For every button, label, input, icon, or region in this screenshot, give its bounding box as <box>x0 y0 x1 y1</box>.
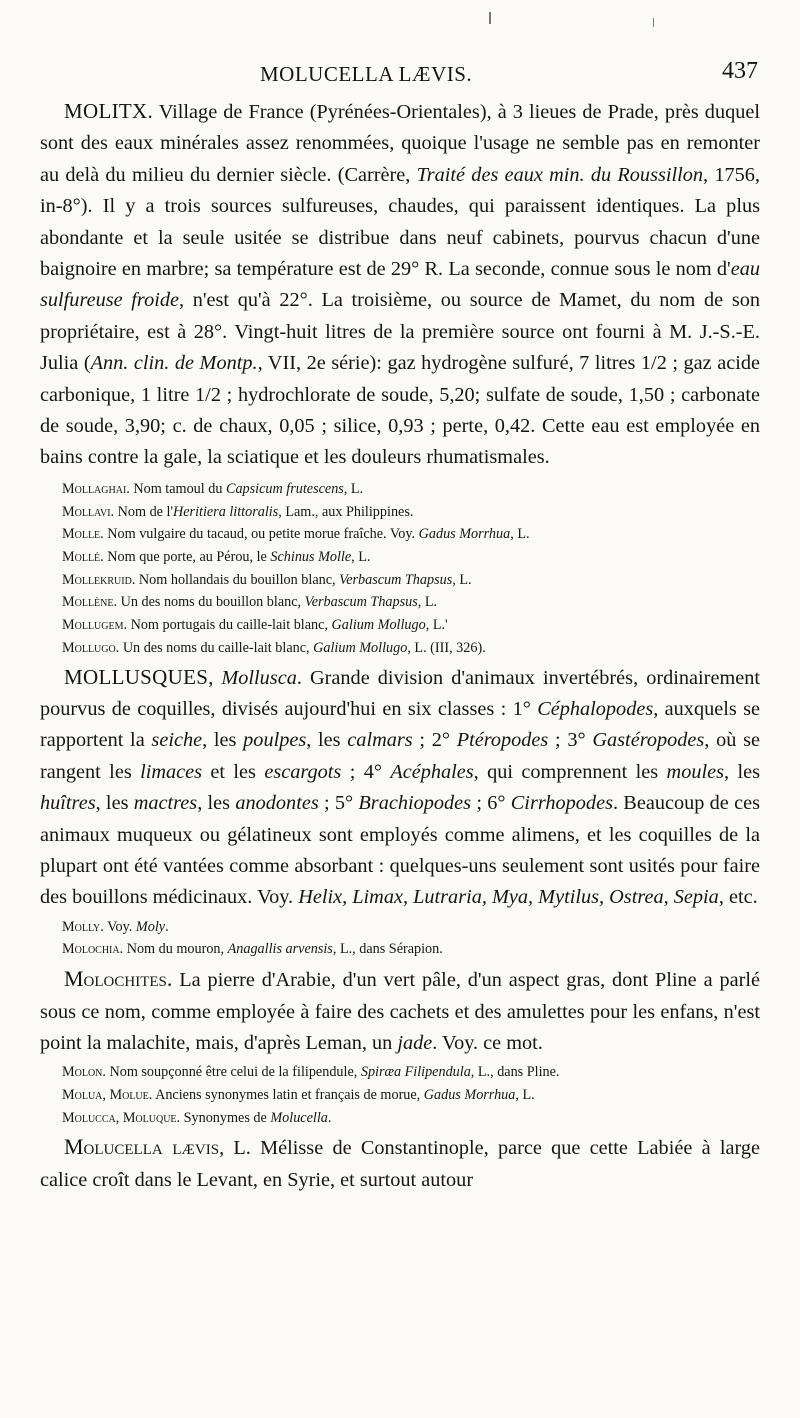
entry-mollene: Mollène. Un des noms du bouillon blanc, Verbascum Thapsus, L. <box>62 594 438 611</box>
entry-molua: Molua, Molue. Anciens synonymes latin et français de morue, Gadus Morrhua, L. <box>62 1087 535 1104</box>
entry-molochia: Molochia. Nom du mouron, Anagallis arvensis, L., dans Sérapion. <box>62 941 443 958</box>
entry-mollaghai: Mollaghai. Nom tamoul du Capsicum frutescens, L. <box>62 480 364 497</box>
running-title: MOLUCELLA LÆVIS. <box>260 62 473 86</box>
small-entries-group-3 <box>40 1061 760 1129</box>
page-header <box>40 58 760 96</box>
entry-molly: Molly. Voy. Moly. <box>62 918 169 935</box>
entry-molucella: Molucella lævis, L. Mélisse de Constantinople, parce que cette Labiée à large calice croît dans le Levant, en Syrie, et surtout autour <box>40 1134 761 1191</box>
entry-mollekruid: Mollekruid. Nom hollandais du bouillon blanc, Verbascum Thapsus, L. <box>62 571 472 588</box>
entry-molucca: Molucca, Moluque. Synonymes de Molucella. <box>62 1109 332 1126</box>
entry-mollavi: Mollavi. Nom de l'Heritiera littoralis, Lam., aux Philippines. <box>62 503 414 520</box>
entry-term: MOLITX. <box>64 99 154 123</box>
book-page <box>40 58 760 1196</box>
entry-molochites: Molochites. La pierre d'Arabie, d'un vert pâle, d'un aspect gras, dont Pline a parlé sous ce nom, comme employée à faire des cachets et des amulettes pour les enfans, n'est point la malachite, mais, d'après Leman, un jade. Voy. ce mot. <box>40 966 760 1054</box>
small-entries-group-2 <box>40 916 760 961</box>
entry-mollugo: Mollugo. Un des noms du caille-lait blanc, Galium Mollugo, L. (III, 326). <box>62 639 486 656</box>
page-number: 437 <box>722 58 758 84</box>
entry-mollusques: MOLLUSQUES, Mollusca. Grande division d'animaux invertébrés, ordinairement pourvus de coquilles, divisés aujourd'hui en six classes : 1° Céphalopodes, auxquels se rapportent la seiche, les poulpes, les calmars ; 2° Ptéropodes ; 3° Gastéropodes, où se rangent les limaces et les escargots ; 4° Acéphales, qui comprennent les moules, les huîtres, les mactres, les anodontes ; 5° Brachiopodes ; 6° Cirrhopodes. Beaucoup de ces animaux muqueux ou gélatineux sont employés comme alimens, et les coquilles de la plupart ont été vantées comme absorbant : quelques-uns seulement sont usités pour faire des bouillons médicinaux. Voy. Helix, Limax, Lutraria, Mya, Mytilus, Ostrea, Sepia, etc. <box>40 664 760 909</box>
entry-molon: Molon. Nom soupçonné être celui de la filipendule, Spiræa Filipendula, L., dans Pline. <box>62 1064 560 1081</box>
ink-speck <box>489 12 491 24</box>
entry-term: Molochites. <box>64 966 173 992</box>
entry-term: MOLLUSQUES <box>64 664 209 689</box>
entry-molle-peru: Mollé. Nom que porte, au Pérou, le Schinus Molle, L. <box>62 548 371 565</box>
entry-mollugem: Mollugem. Nom portugais du caille-lait blanc, Galium Mollugo, L.' <box>62 617 448 634</box>
entry-term: Molucella lævis <box>64 1134 220 1160</box>
entry-molitx: MOLITX. Village de France (Pyrénées-Orientales), à 3 lieues de Prade, près duquel sont des eaux minérales assez renommées, quoique l'usage ne semble pas en remonter au delà du milieu du dernier siècle. (Carrère, Traité des eaux min. du Roussillon, 1756, in-8°). Il y a trois sources sulfureuses, chaudes, qui paraissent identiques. La plus abondante et la seule usitée se distribue dans neuf cabinets, pourvus chacun d'une baignoire en marbre; sa température est de 29° R. La seconde, connue sous le nom d'eau sulfureuse froide, n'est qu'à 22°. La troisième, ou source de Mamet, du nom de son propriétaire, est à 28°. Vingt-huit litres de la première source ont fourni à M. J.-S.-E. Julia (Ann. clin. de Montp., VII, 2e série): gaz hydrogène sulfuré, 7 litres 1/2 ; gaz acide carbonique, 1 litre 1/2 ; hydrochlorate de soude, 5,20; sulfate de soude, 1,50 ; carbonate de soude, 3,90; c. de chaux, 0,05 ; silice, 0,93 ; perte, 0,42. Cette eau est employée en bains contre la gale, la sciatique et les douleurs rhumatismales. <box>40 99 761 469</box>
small-entries-group-1 <box>40 478 760 660</box>
ink-speck <box>653 18 654 27</box>
entry-molle: Molle. Nom vulgaire du tacaud, ou petite morue fraîche. Voy. Gadus Morrhua, L. <box>62 526 530 543</box>
